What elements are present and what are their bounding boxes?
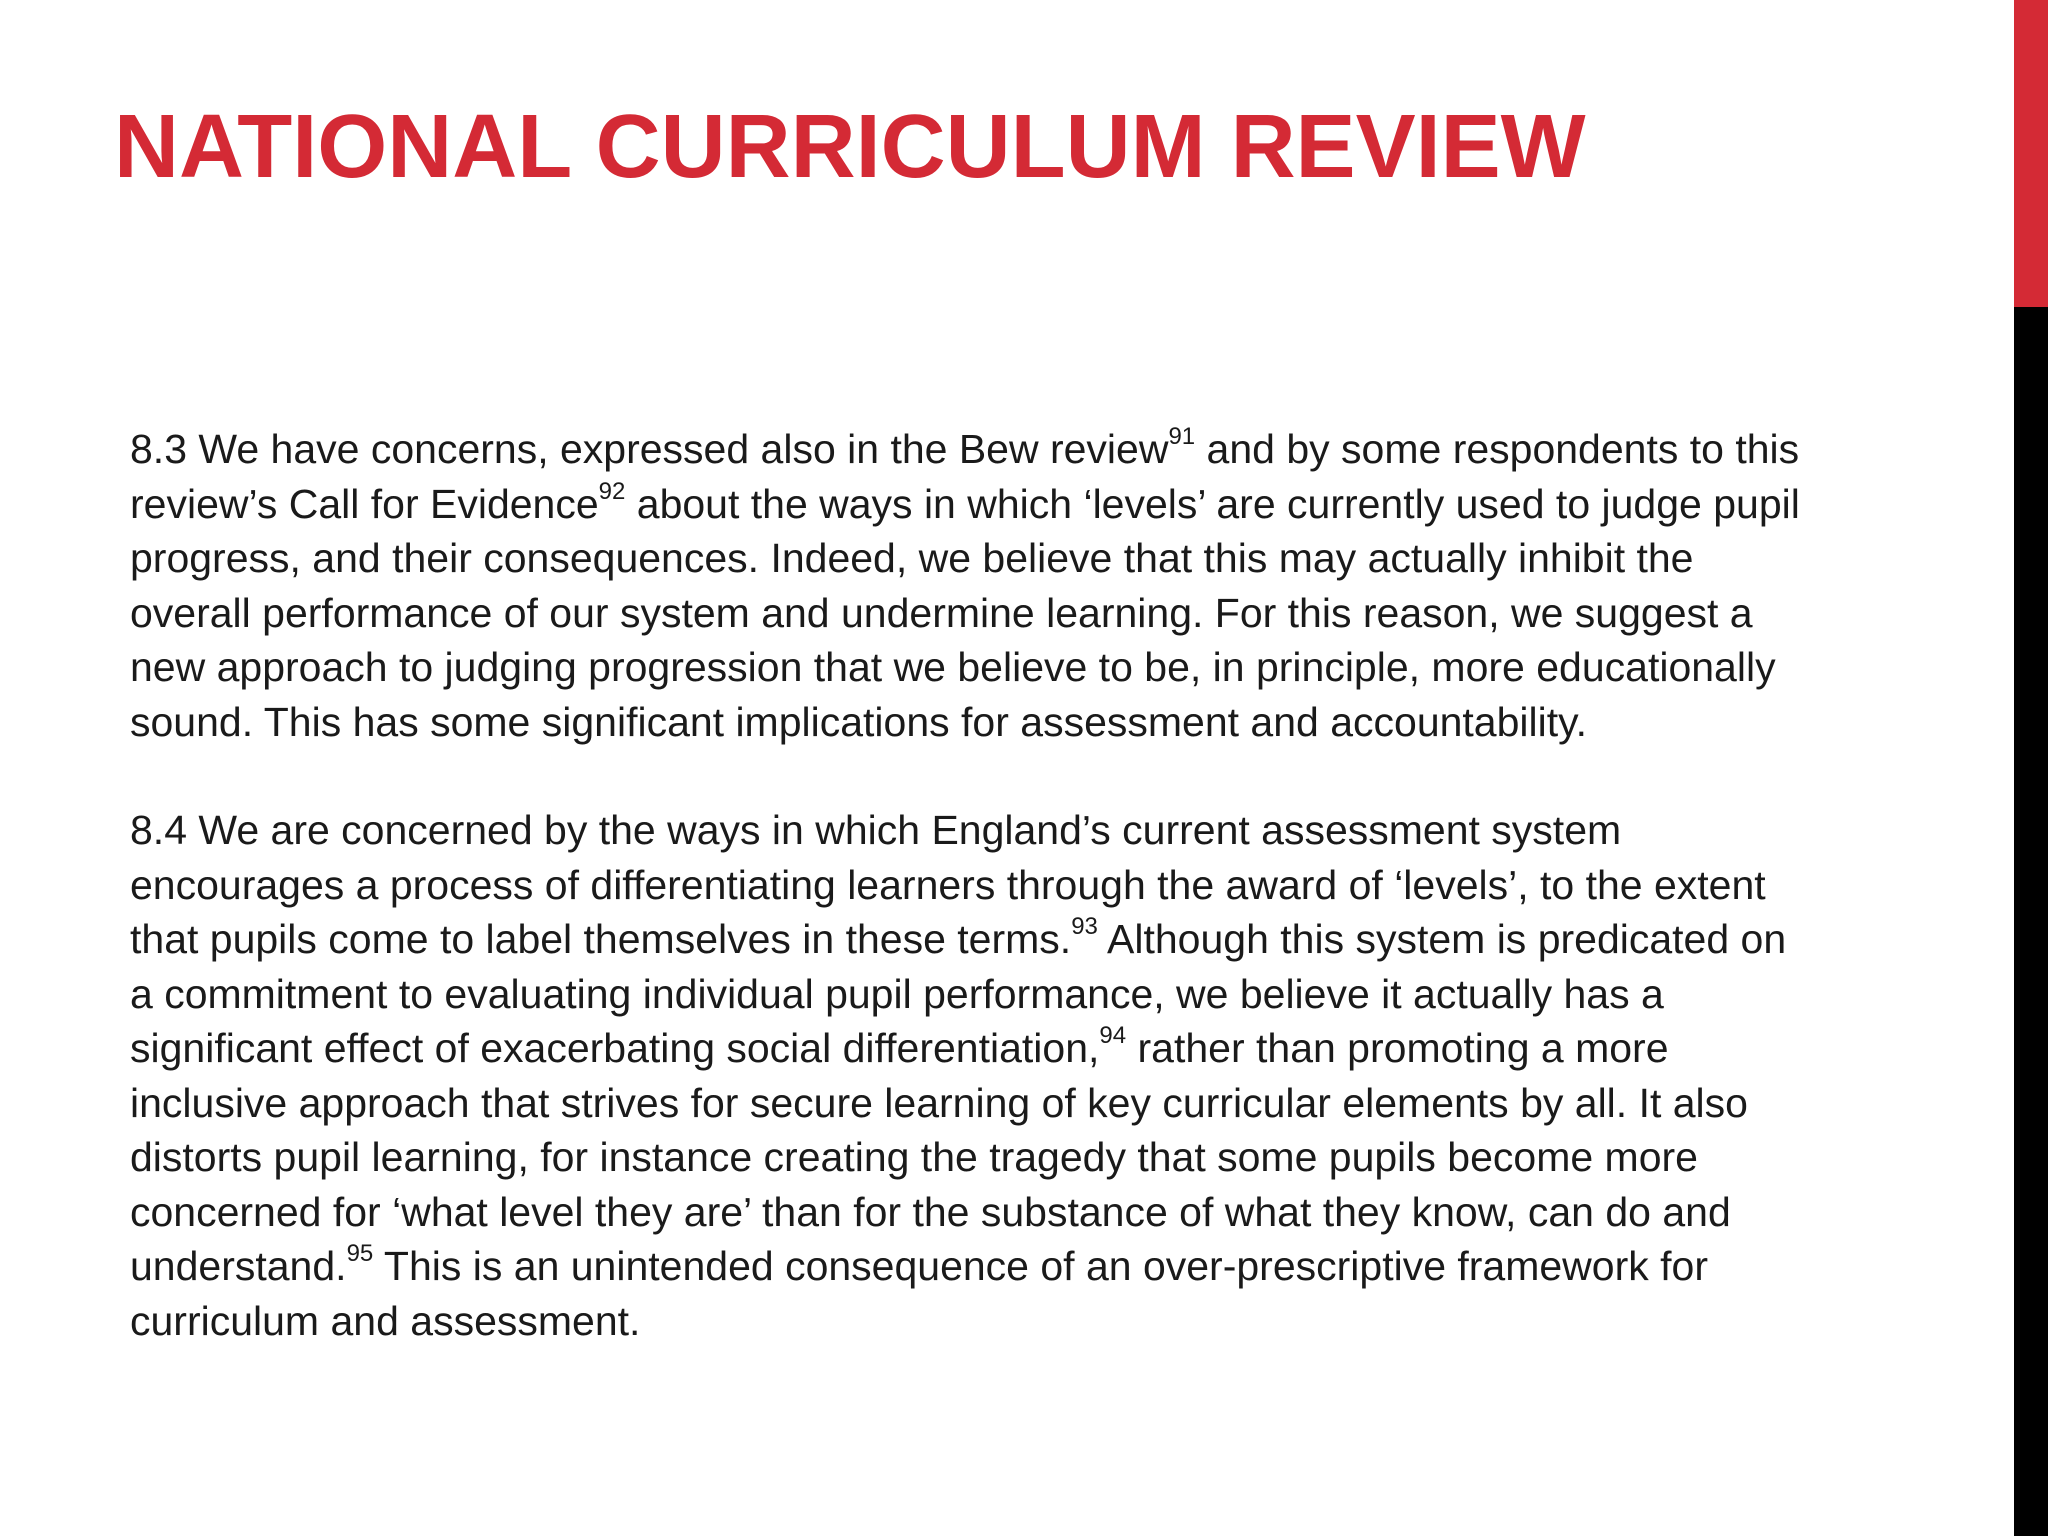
text-line: 8.4 We are concerned by the ways in which England’s current assessment system	[130, 807, 1622, 853]
text-segment: that pupils come to label themselves in these terms.	[130, 916, 1072, 962]
paragraph-8-3	[130, 422, 1970, 749]
text-line: encourages a process of differentiating learners through the award of ‘levels’, to the extent	[130, 861, 1766, 908]
edge-accent-bar-red	[2014, 0, 2048, 307]
text-segment: about the ways in which ‘levels’ are currently used to judge pupil	[625, 480, 1800, 527]
slide-title: NATIONAL CURRICULUM REVIEW	[114, 97, 1586, 197]
text-segment: rather than promoting a more	[1126, 1025, 1669, 1071]
text-segment: Although this system is predicated on	[1097, 916, 1787, 962]
text-segment: understand.	[130, 1243, 347, 1289]
footnote-ref-94: 94	[1099, 1022, 1127, 1050]
text-line: inclusive approach that strives for secure learning of key curricular elements by all. It also	[130, 1079, 1748, 1126]
text-line	[130, 477, 1970, 532]
paragraph-8-4	[130, 803, 1970, 1348]
document-excerpt	[130, 422, 1970, 1348]
text-line: concerned for ‘what level they are’ than for the substance of what they know, can do and	[130, 1188, 1731, 1235]
text-line	[130, 1239, 1970, 1294]
text-line: distorts pupil learning, for instance creating the tragedy that some pupils become more	[130, 1134, 1698, 1180]
text-segment: review’s Call for Evidence	[130, 480, 599, 527]
text-line: sound. This has some significant implications for assessment and accountability.	[130, 698, 1587, 745]
text-line	[130, 422, 1970, 477]
text-line: curriculum and assessment.	[130, 1297, 641, 1344]
text-segment: 8.3 We have concerns, expressed also in the Bew review	[130, 426, 1169, 472]
text-line: new approach to judging progression that we believe to be, in principle, more educationally	[130, 644, 1776, 690]
text-line: overall performance of our system and undermine learning. For this reason, we suggest a	[130, 589, 1753, 636]
text-line	[130, 1021, 1970, 1076]
footnote-ref-91: 91	[1168, 423, 1196, 451]
text-line	[130, 912, 1970, 967]
text-line: progress, and their consequences. Indeed, we believe that this may actually inhibit the	[130, 535, 1694, 581]
footnote-ref-95: 95	[346, 1240, 374, 1268]
text-segment: This is an unintended consequence of an over-prescriptive framework for	[373, 1243, 1708, 1289]
text-segment: significant effect of exacerbating social differentiation,	[130, 1025, 1100, 1071]
footnote-ref-92: 92	[598, 477, 626, 505]
text-line: a commitment to evaluating individual pupil performance, we believe it actually has a	[130, 970, 1664, 1017]
footnote-ref-93: 93	[1071, 913, 1098, 941]
text-segment: and by some respondents to this	[1195, 426, 1800, 472]
edge-accent-bar-black	[2014, 307, 2048, 1536]
